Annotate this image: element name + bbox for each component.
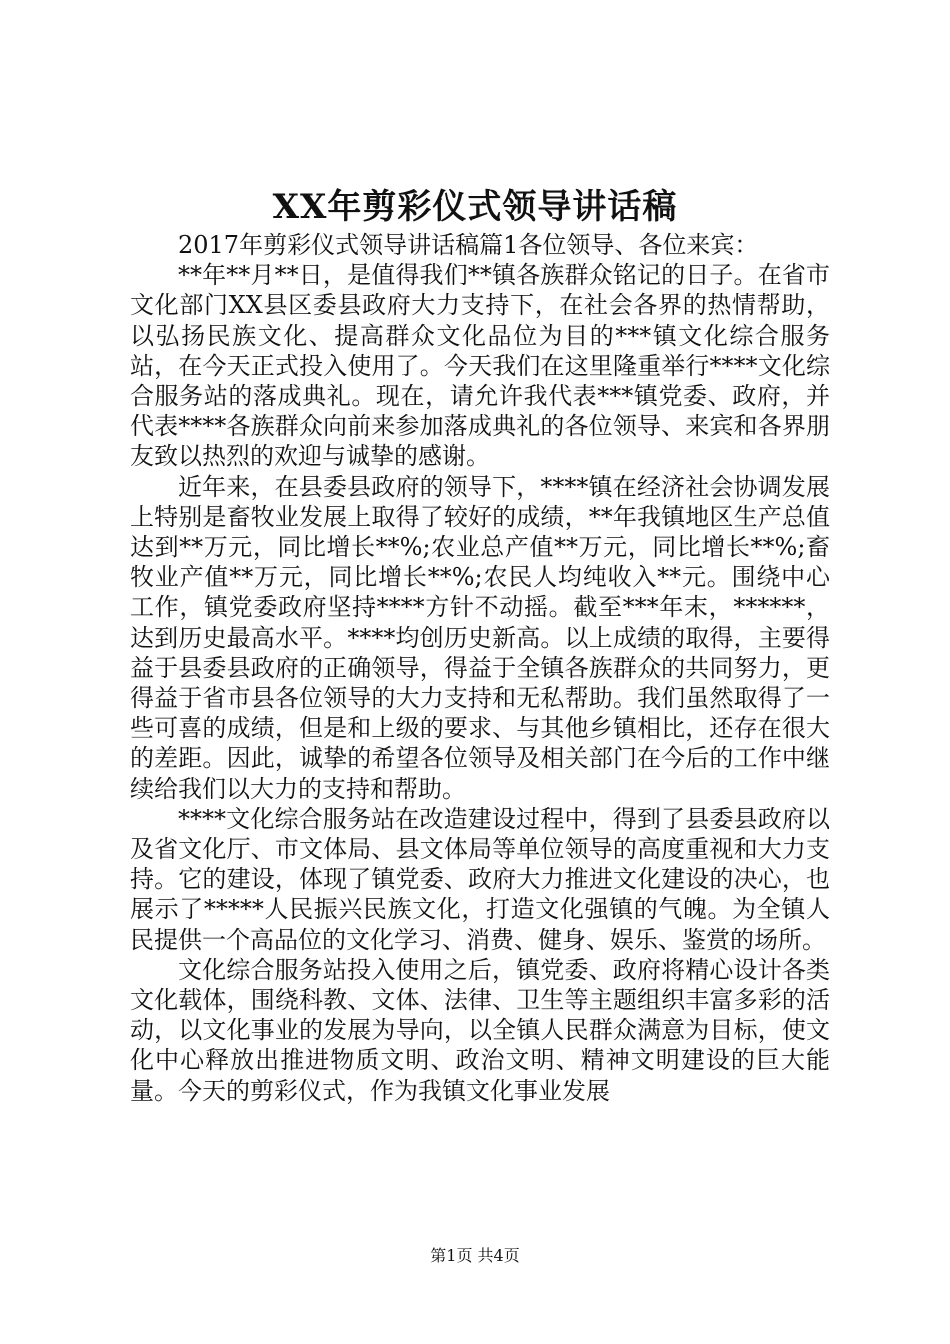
paragraph-opening: **年**月**日，是值得我们**镇各族群众铭记的日子。在省市文化部门XX县区委县政府大力支持下，在社会各界的热情帮助，以弘扬民族文化、提高群众文化品位为目的***镇文化综合服务站，在今天正式投入使用了。今天我们在这里隆重举行****文化综合服务站的落成典礼。现在，请允许我代表***镇党委、政府，并代表****各族群众向前来参加落成典礼的各位领导、来宾和各界朋友致以热烈的欢迎与诚挚的感谢。: [130, 261, 830, 471]
document-title: XX年剪彩仪式领导讲话稿: [272, 187, 678, 227]
document-body: [130, 230, 830, 1106]
paragraph-greeting: 2017年剪彩仪式领导讲话稿篇1各位领导、各位来宾：: [178, 231, 759, 259]
paragraph-future-plans: 文化综合服务站投入使用之后，镇党委、政府将精心设计各类文化载体，围绕科教、文体、法律、卫生等主题组织丰富多彩的活动，以文化事业的发展为导向，以全镇人民群众满意为目标，使文化中心释放出推进物质文明、政治文明、精神文明建设的巨大能量。今天的剪彩仪式，作为我镇文化事业发展: [130, 955, 830, 1105]
paragraph-achievements: 近年来，在县委县政府的领导下，****镇在经济社会协调发展上特别是畜牧业发展上取得了较好的成绩，**年我镇地区生产总值达到**万元，同比增长**%;农业总产值**万元，同比增长**%;畜牧业产值**万元，同比增长**%;农民人均纯收入**元。围绕中心工作，镇党委政府坚持****方针不动摇。截至***年末，******，达到历史最高水平。****均创历史新高。以上成绩的取得，主要得益于县委县政府的正确领导，得益于全镇各族群众的共同努力，更得益于省市县各位领导的大力支持和无私帮助。我们虽然取得了一些可喜的成绩，但是和上级的要求、与其他乡镇相比，还存在很大的差距。因此，诚挚的希望各位领导及相关部门在今后的工作中继续给我们以大力的支持和帮助。: [130, 472, 830, 803]
page-number-footer: 第1页 共4页: [430, 1246, 520, 1265]
paragraph-construction: ****文化综合服务站在改造建设过程中，得到了县委县政府以及省文化厅、市文体局、县文体局等单位领导的高度重视和大力支持。它的建设，体现了镇党委、政府大力推进文化建设的决心，也展示了*****人民振兴民族文化，打造文化强镇的气魄。为全镇人民提供一个高品位的文化学习、消费、健身、娱乐、鉴赏的场所。: [130, 804, 830, 954]
